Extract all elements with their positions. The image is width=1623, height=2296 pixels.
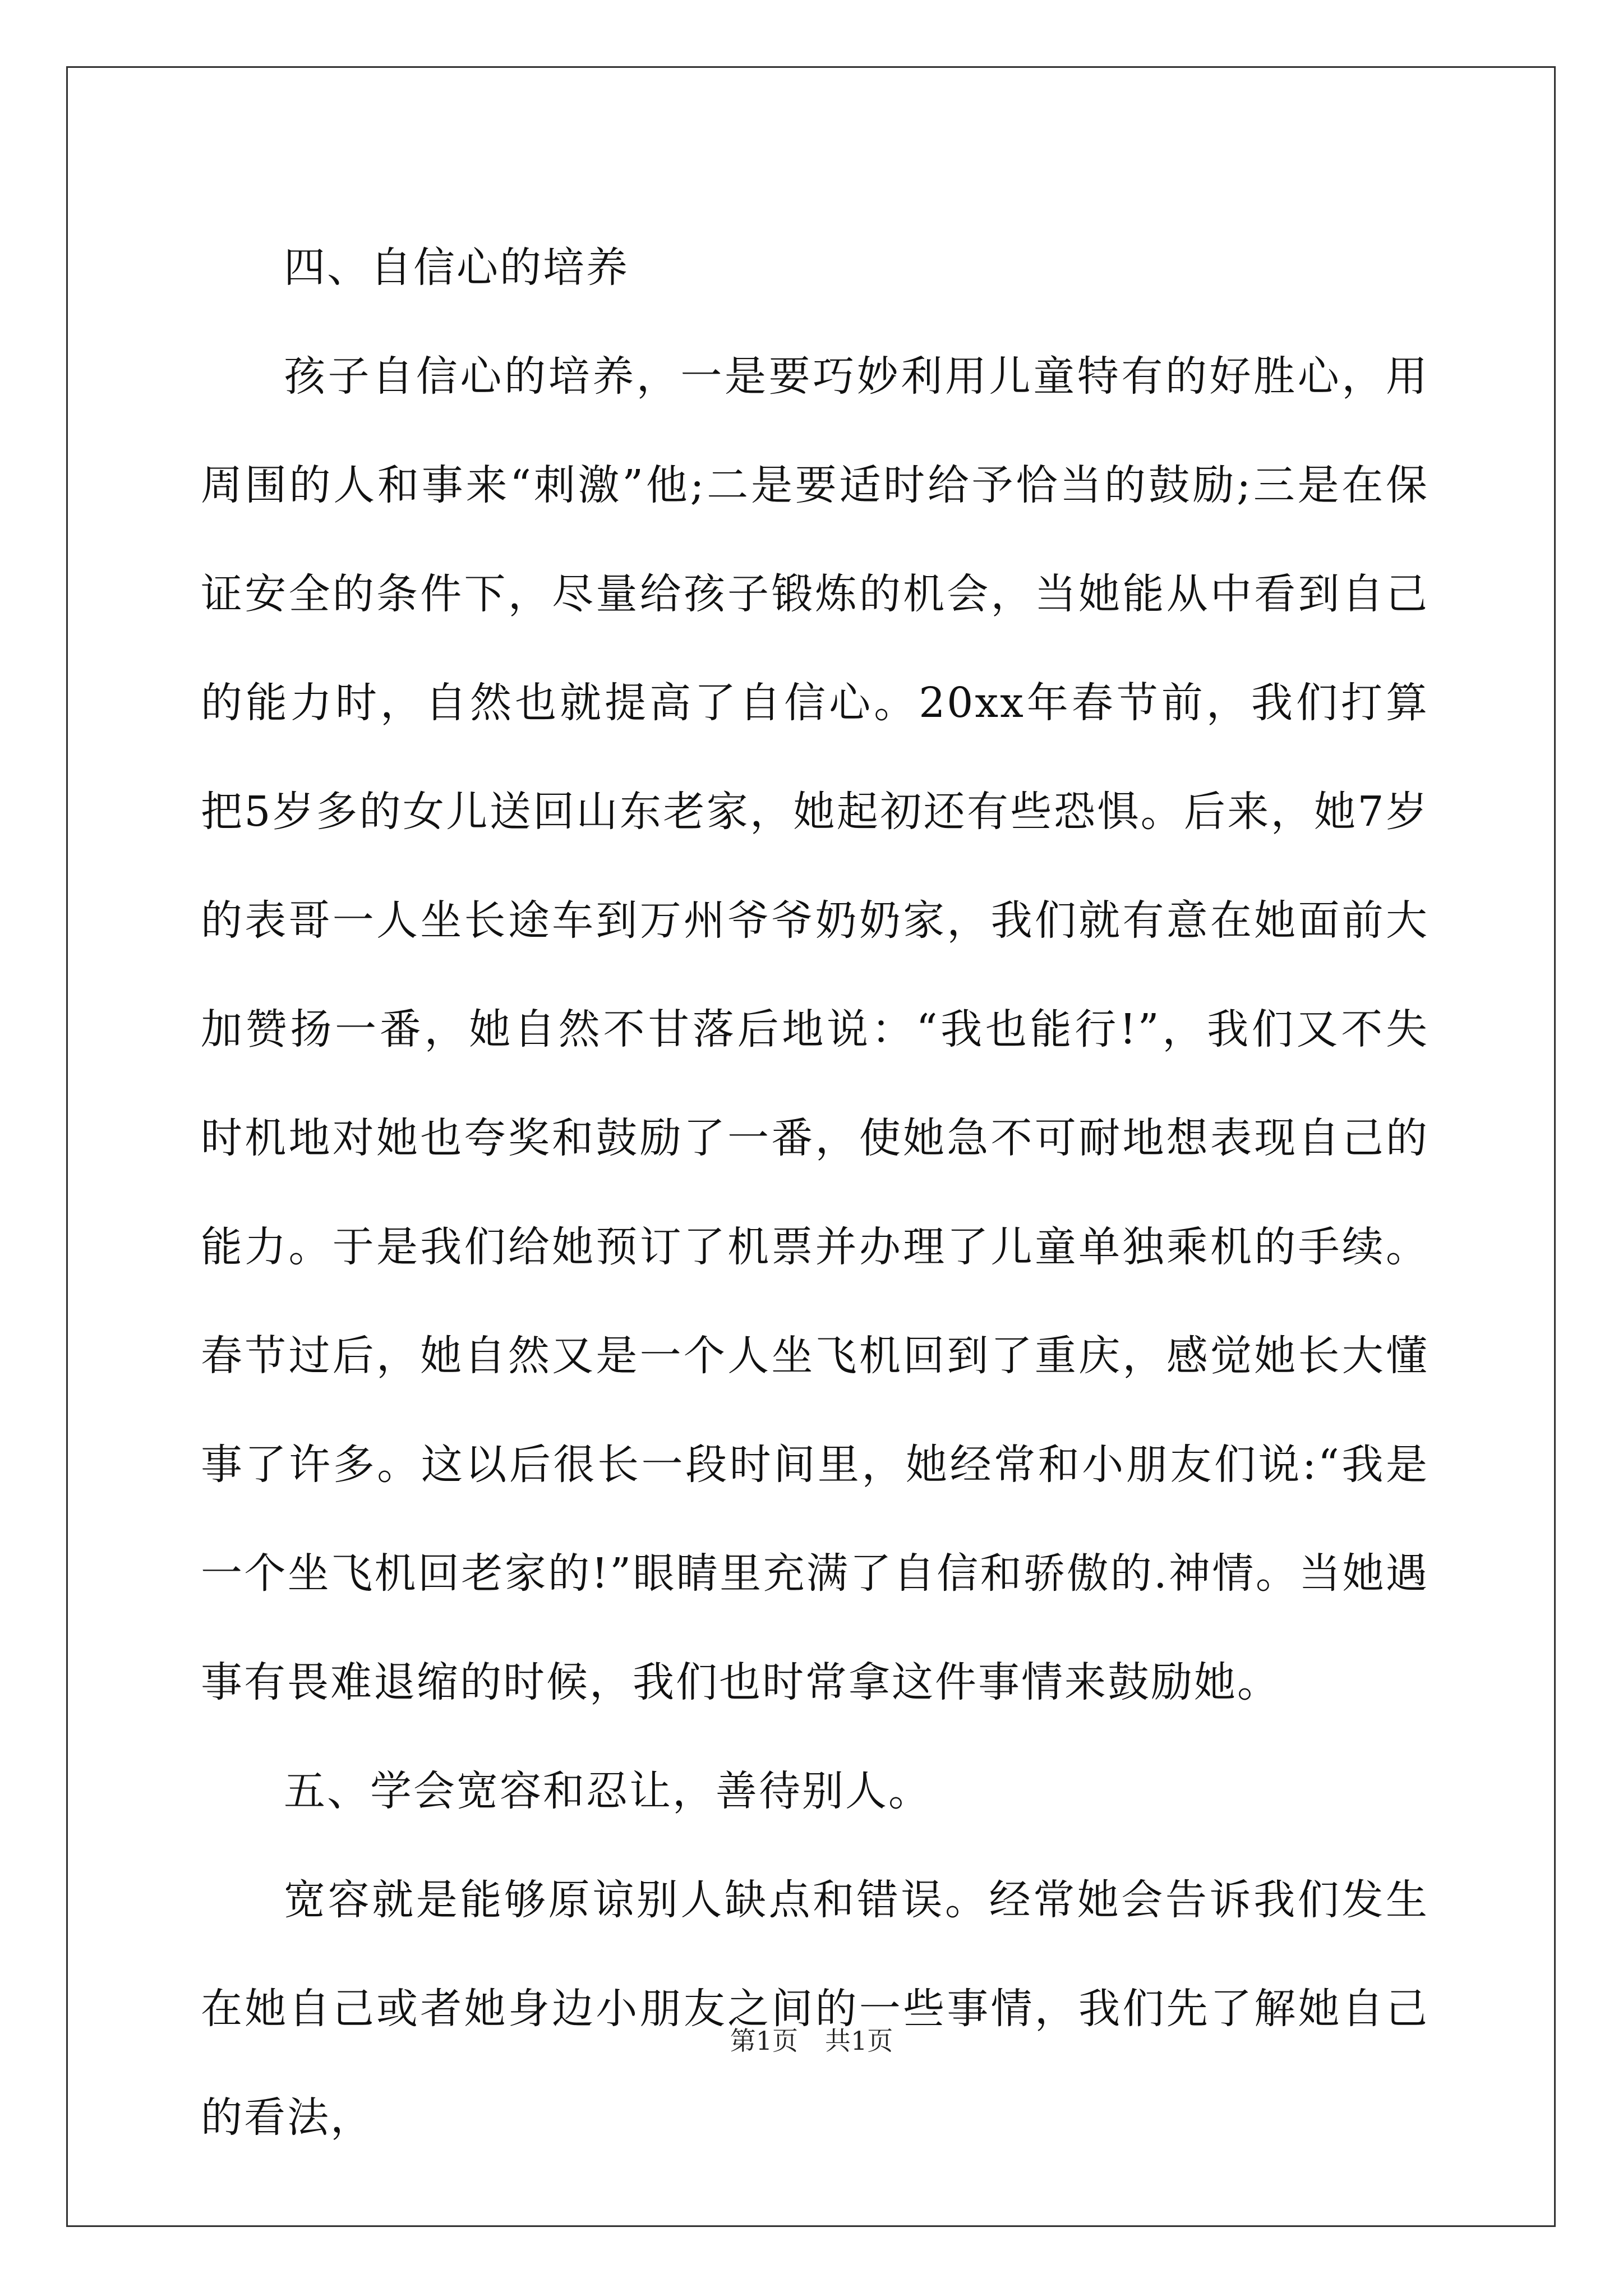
section-paragraph: 孩子自信心的培养，一是要巧妙利用儿童特有的好胜心，用周围的人和事来“刺激”他;二是要适时给予恰当的鼓励;三是在保证安全的条件下，尽量给孩子锻炼的机会，当她能从中看到自己的能力时，自然也就提高了自信心。20xx年春节前，我们打算把5岁多的女儿送回山东老家，她起初还有些恐惧。后来，她7岁的表哥一人坐长途车到万州爷爷奶奶家，我们就有意在她面前大加赞扬一番，她自然不甘落后地说：“我也能行!”，我们又不失时机地对她也夸奖和鼓励了一番，使她急不可耐地想表现自己的能力。于是我们给她预订了机票并办理了儿童单独乘机的手续。春节过后，她自然又是一个人坐飞机回到了重庆，感觉她长大懂事了许多。这以后很长一段时间里，她经常和小朋友们说:“我是一个坐飞机回老家的!”眼睛里充满了自信和骄傲的.神情。当她遇事有畏难退缩的时候，我们也时常拿这件事情来鼓励她。 [201, 352, 1429, 1706]
page-total: 共1页 [825, 2026, 893, 2056]
section-heading: 五、学会宽容和忍让，善待别人。 [284, 1767, 932, 1815]
document-body [201, 213, 1429, 2172]
section-heading: 四、自信心的培养 [284, 243, 629, 292]
page-number: 第1页 [730, 2026, 798, 2056]
page-footer [0, 2024, 1623, 2058]
section-paragraph: 宽容就是能够原谅别人缺点和错误。经常她会告诉我们发生在她自己或者她身边小朋友之间的一些事情，我们先了解她自己的看法， [201, 1876, 1429, 2142]
